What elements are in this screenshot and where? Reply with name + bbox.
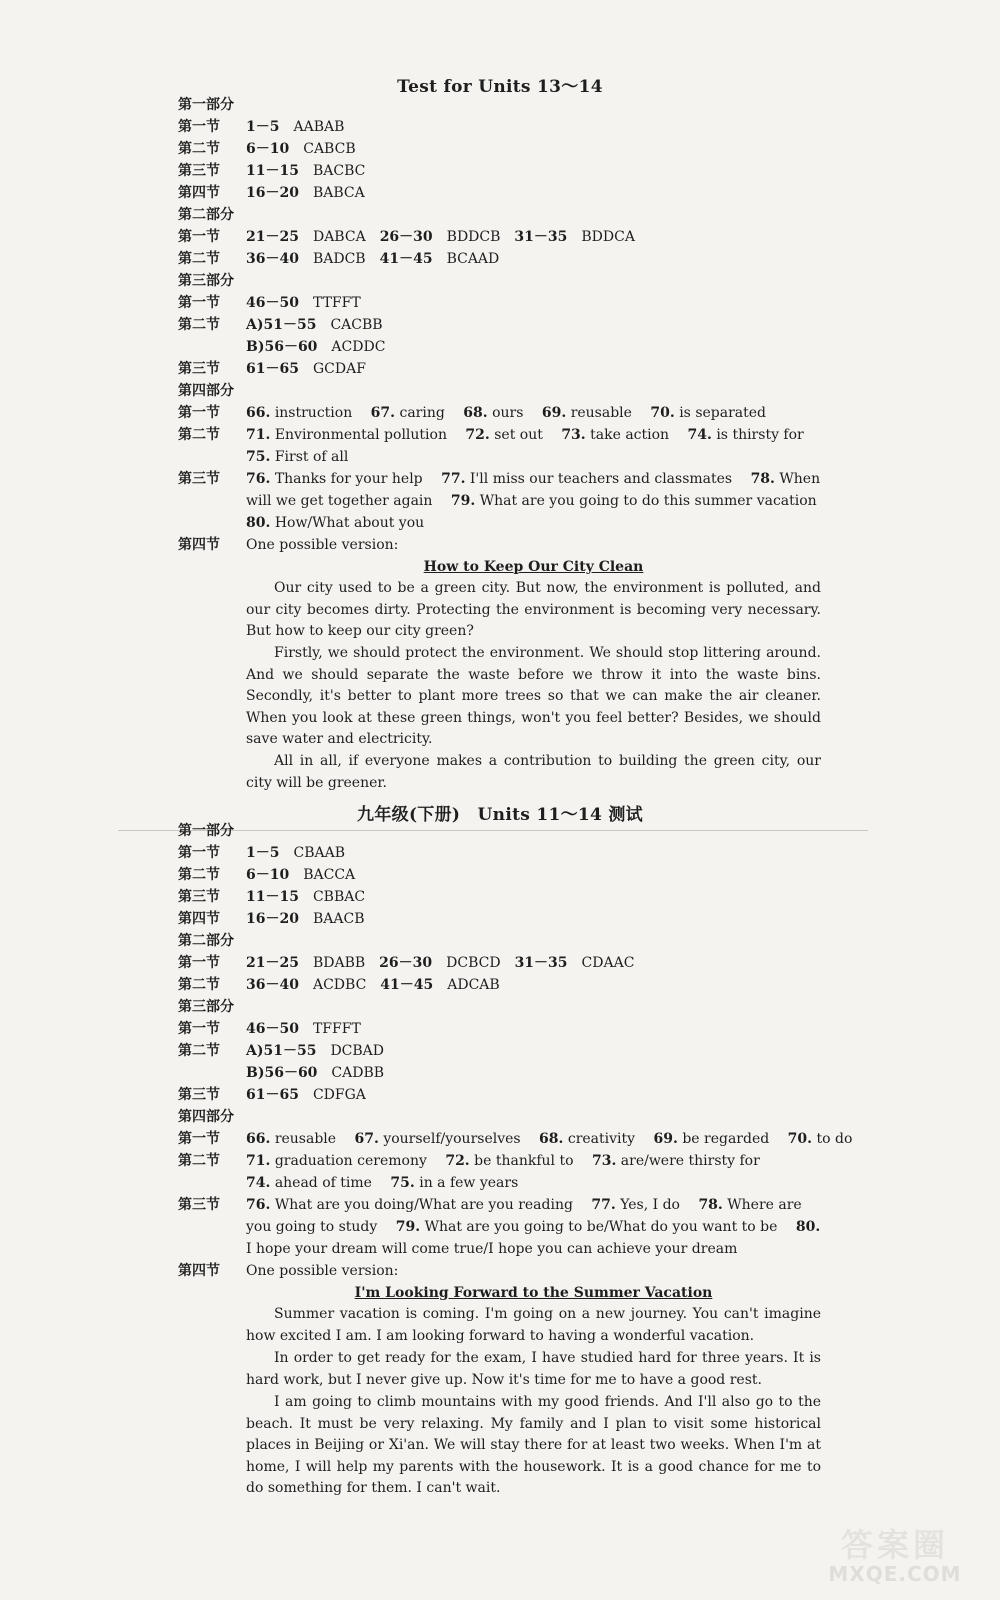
s2-part1-heading: 第一部分 [178, 823, 234, 839]
s2-p4-jie3-line1: 76. What are you doing/What are you reading 77. Yes, I do 78. Where are [246, 1197, 802, 1213]
s1-p2-answer-row-1: 21－25 DABCA 26－30 BDDCB 31－35 BDDCA [246, 229, 635, 245]
watermark-logo [810, 1520, 980, 1590]
s2-essay-paragraph-3: I am going to climb mountains with my good friends. And I'll also go to the beach. It must be very relaxing. My family and I plan to visit some historical places in Beijing or Xi'an. We will stay there for at least two weeks. When I'm at home, I will help my parents with the housework. It is a good chance for me to do something for them. I can't wait. [246, 1394, 821, 1496]
s2-essay-title: I'm Looking Forward to the Summer Vacation [354, 1285, 713, 1301]
s2-essay-paragraph-2: In order to get ready for the exam, I have studied hard for three years. It is hard work, but I never give up. Now it's time for me to have a good rest. [246, 1350, 821, 1388]
s1-p4-jie4-intro: One possible version: [246, 537, 399, 553]
s2-p4-jie4-intro: One possible version: [246, 1263, 399, 1279]
s2-p4-jie3-line2: you going to study 79. What are you going to be/What do you want to be 80. [246, 1219, 821, 1235]
s1-p4-label-2: 第二节 [178, 427, 220, 443]
s1-essay-paragraph-1: Our city used to be a green city. But now, the environment is polluted, and our city becomes dirty. Protecting the environment is becoming very necessary. But how to keep our city green? [246, 580, 821, 639]
s2-p1-label-3: 第三节 [178, 889, 220, 905]
s2-p1-label-4: 第四节 [178, 911, 220, 927]
s2-p3-answer-row-1: 46－50 TFFFT [246, 1021, 361, 1037]
s1-p4-jie3-line3: 80. How/What about you [246, 515, 425, 531]
s1-p3-answer-row-4: 61－65 GCDAF [246, 361, 366, 377]
s1-p2-label-1: 第一节 [178, 229, 220, 245]
s1-part2-heading: 第二部分 [178, 207, 234, 223]
s1-p3-label-4: 第三节 [178, 361, 220, 377]
s2-p1-answer-row-4: 16－20 BAACB [246, 911, 365, 927]
s1-p2-answer-row-2: 36－40 BADCB 41－45 BCAAD [246, 251, 500, 267]
s1-part3-heading: 第三部分 [178, 273, 234, 289]
s2-p3-answer-row-4: 61－65 CDFGA [246, 1087, 366, 1103]
s2-p4-jie1-answers: 66. reusable 67. yourself/yourselves 68. creativity 69. be regarded 70. to do [246, 1131, 853, 1147]
watermark-text-url: MXQE.COM [828, 1562, 962, 1586]
s1-part1-heading: 第一部分 [178, 97, 234, 113]
s1-p1-answer-row-1: 1－5 AABAB [246, 119, 345, 135]
s1-p1-answer-row-3: 11－15 BACBC [246, 163, 366, 179]
s1-p4-jie3-line1: 76. Thanks for your help 77. I'll miss our teachers and classmates 78. When [246, 471, 821, 487]
s2-p4-jie2-line2: 74. ahead of time 75. in a few years [246, 1175, 519, 1191]
s2-p4-label-4: 第四节 [178, 1263, 220, 1279]
s1-p4-label-3: 第三节 [178, 471, 220, 487]
s1-p1-label-4: 第四节 [178, 185, 220, 201]
s2-p2-answer-row-1: 21－25 BDABB 26－30 DCBCD 31－35 CDAAC [246, 955, 635, 971]
s2-p3-label-4: 第三节 [178, 1087, 220, 1103]
section2-title: 九年级(下册) Units 11～14 测试 [357, 805, 643, 825]
s1-p4-jie2-line2: 75. First of all [246, 449, 349, 465]
s2-p1-answer-row-3: 11－15 CBBAC [246, 889, 366, 905]
s1-p1-label-2: 第二节 [178, 141, 220, 157]
s1-p4-jie1-answers: 66. instruction 67. caring 68. ours 69. reusable 70. is separated [246, 405, 767, 421]
s1-p3-label-2: 第二节 [178, 317, 220, 333]
s2-p2-answer-row-2: 36－40 ACDBC 41－45 ADCAB [246, 977, 500, 993]
s1-p1-label-1: 第一节 [178, 119, 220, 135]
s1-p4-jie3-line2: will we get together again 79. What are you going to do this summer vacation [246, 493, 817, 509]
s1-p3-label-1: 第一节 [178, 295, 220, 311]
s2-p4-label-1: 第一节 [178, 1131, 220, 1147]
s2-p1-answer-row-1: 1－5 CBAAB [246, 845, 345, 861]
watermark-text-cn: 答案圈 [840, 1526, 949, 1564]
s1-p1-answer-row-2: 6－10 CABCB [246, 141, 356, 157]
s1-p1-answer-row-4: 16－20 BABCA [246, 185, 365, 201]
s2-p2-label-2: 第二节 [178, 977, 220, 993]
s2-p4-label-2: 第二节 [178, 1153, 220, 1169]
s1-p3-answer-row-3: B)56－60 ACDDC [246, 339, 386, 355]
s2-p2-label-1: 第一节 [178, 955, 220, 971]
s1-p4-jie2-line1: 71. Environmental pollution 72. set out 73. take action 74. is thirsty for [246, 427, 804, 443]
s1-essay-paragraph-3: All in all, if everyone makes a contribution to building the green city, our city will be greener. [246, 753, 821, 791]
s2-part2-heading: 第二部分 [178, 933, 234, 949]
s1-p2-label-2: 第二节 [178, 251, 220, 267]
s2-p4-label-3: 第三节 [178, 1197, 220, 1213]
s2-p4-jie2-line1: 71. graduation ceremony 72. be thankful to 73. are/were thirsty for [246, 1153, 760, 1169]
section1-title: Test for Units 13～14 [397, 77, 603, 97]
s1-p4-label-1: 第一节 [178, 405, 220, 421]
s1-part4-heading: 第四部分 [178, 383, 234, 399]
s2-p3-answer-row-2: A)51－55 DCBAD [246, 1043, 385, 1059]
s1-p1-label-3: 第三节 [178, 163, 220, 179]
s2-p3-label-1: 第一节 [178, 1021, 220, 1037]
s2-essay-paragraph-1: Summer vacation is coming. I'm going on a new journey. You can't imagine how excited I am. I am looking forward to having a wonderful vacation. [246, 1306, 821, 1344]
s1-p3-answer-row-1: 46－50 TTFFT [246, 295, 361, 311]
s2-part3-heading: 第三部分 [178, 999, 234, 1015]
s1-essay-title: How to Keep Our City Clean [423, 559, 644, 575]
s1-essay-paragraph-2: Firstly, we should protect the environment. We should stop littering around. And we should separate the waste before we throw it into the waste bins. Secondly, it's better to plant more trees so that we can make the air cleaner. When you look at these green things, won't you feel better? Besides, we should save water and electricity. [246, 645, 821, 747]
s2-p1-label-2: 第二节 [178, 867, 220, 883]
s2-p3-label-2: 第二节 [178, 1043, 220, 1059]
s2-p1-answer-row-2: 6－10 BACCA [246, 867, 356, 883]
s2-p4-jie3-line3: I hope your dream will come true/I hope you can achieve your dream [246, 1241, 738, 1257]
s1-p4-label-4: 第四节 [178, 537, 220, 553]
s1-p3-answer-row-2: A)51－55 CACBB [246, 317, 383, 333]
s2-p1-label-1: 第一节 [178, 845, 220, 861]
s2-part4-heading: 第四部分 [178, 1109, 234, 1125]
s2-p3-answer-row-3: B)56－60 CADBB [246, 1065, 385, 1081]
